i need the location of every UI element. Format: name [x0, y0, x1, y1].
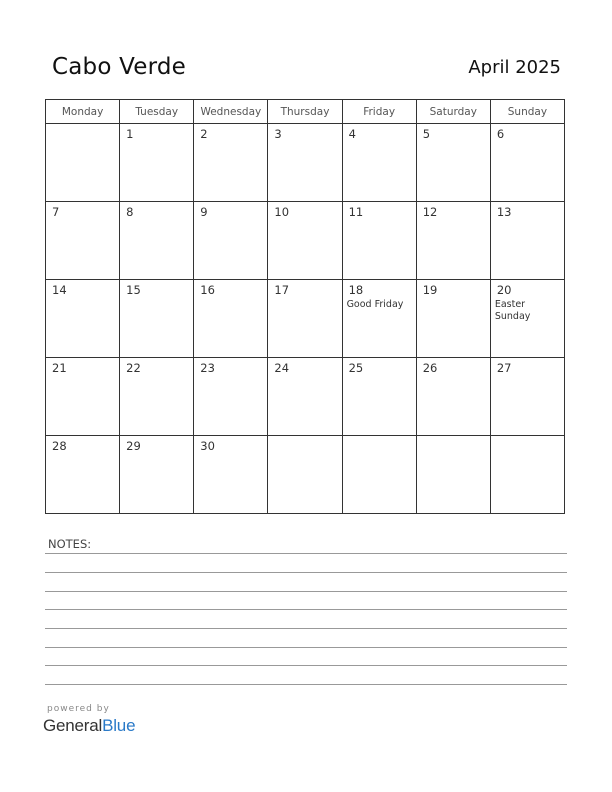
calendar-week-row — [46, 436, 565, 514]
notes-line — [45, 665, 567, 666]
day-number: 27 — [496, 361, 512, 375]
day-number: 8 — [126, 205, 134, 219]
day-number: 17 — [274, 283, 290, 297]
calendar-day-cell — [342, 124, 416, 202]
day-number: 15 — [126, 283, 141, 297]
powered-by-text: powered by — [47, 704, 110, 714]
calendar-day-cell — [490, 436, 564, 514]
day-number — [343, 436, 416, 439]
country-title: Cabo Verde — [52, 54, 187, 80]
calendar-day-cell — [416, 358, 490, 436]
calendar-day-cell — [416, 124, 490, 202]
calendar-day-cell — [46, 358, 120, 436]
day-number: 7 — [52, 205, 60, 219]
day-number: 24 — [274, 361, 290, 375]
calendar-day-cell — [120, 202, 194, 280]
weekday-saturday: Saturday — [416, 100, 490, 124]
generalblue-logo[interactable] — [43, 716, 135, 736]
day-number — [417, 436, 490, 439]
calendar-day-cell — [416, 202, 490, 280]
calendar-week-row — [46, 280, 565, 358]
calendar-day-cell — [194, 358, 268, 436]
calendar-day-cell — [46, 124, 120, 202]
notes-line — [45, 628, 567, 629]
calendar-day-cell — [194, 124, 268, 202]
calendar-day-cell — [46, 202, 120, 280]
calendar-day-cell — [120, 280, 194, 358]
holiday-label: Good Friday — [346, 299, 404, 310]
notes-line — [45, 647, 567, 648]
calendar-day-cell — [490, 124, 564, 202]
calendar-day-cell — [490, 358, 564, 436]
day-number: 9 — [200, 205, 208, 219]
logo-text-general: General — [43, 716, 103, 735]
weekday-tuesday: Tuesday — [120, 100, 194, 124]
weekday-sunday: Sunday — [490, 100, 564, 124]
day-number: 11 — [348, 205, 364, 219]
month-title: April 2025 — [468, 57, 561, 78]
calendar-day-cell — [268, 280, 342, 358]
day-number: 29 — [126, 439, 141, 453]
notes-line — [45, 591, 567, 592]
calendar-day-cell — [416, 436, 490, 514]
day-number: 4 — [348, 127, 356, 141]
calendar-day-cell — [416, 280, 490, 358]
weekday-header-row — [46, 100, 565, 124]
day-number: 3 — [274, 127, 282, 141]
calendar-day-cell — [194, 436, 268, 514]
calendar-grid — [45, 99, 565, 514]
day-number — [46, 124, 119, 127]
day-number: 2 — [200, 127, 208, 141]
calendar-day-cell — [46, 436, 120, 514]
calendar-day-cell — [342, 280, 416, 358]
calendar-day-cell — [342, 436, 416, 514]
calendar-day-cell — [342, 202, 416, 280]
day-number: 14 — [52, 283, 67, 297]
day-number: 26 — [422, 361, 438, 375]
day-number: 30 — [200, 439, 215, 453]
calendar-day-cell — [120, 358, 194, 436]
calendar-day-cell — [268, 358, 342, 436]
day-number: 6 — [496, 127, 505, 141]
calendar-day-cell — [342, 358, 416, 436]
calendar-day-cell — [268, 202, 342, 280]
day-number: 28 — [52, 439, 67, 453]
day-number: 12 — [422, 205, 438, 219]
weekday-thursday: Thursday — [268, 100, 342, 124]
notes-line — [45, 553, 567, 554]
calendar-week-row — [46, 358, 565, 436]
day-number — [268, 436, 341, 439]
day-number: 22 — [126, 361, 141, 375]
notes-line — [45, 609, 567, 610]
calendar-day-cell — [268, 436, 342, 514]
day-number: 18 — [348, 283, 364, 297]
notes-line — [45, 684, 567, 685]
notes-line — [45, 572, 567, 573]
day-number: 23 — [200, 361, 215, 375]
calendar-day-cell — [268, 124, 342, 202]
holiday-label: Easter Sunday — [494, 299, 531, 322]
calendar-week-row — [46, 202, 565, 280]
calendar-day-cell — [46, 280, 120, 358]
day-number: 20 — [496, 283, 512, 297]
calendar-day-cell — [490, 280, 564, 358]
weekday-wednesday: Wednesday — [194, 100, 268, 124]
calendar-day-cell — [120, 124, 194, 202]
calendar-day-cell — [194, 202, 268, 280]
calendar-week-row — [46, 124, 565, 202]
weekday-friday: Friday — [342, 100, 416, 124]
calendar-day-cell — [194, 280, 268, 358]
day-number: 10 — [274, 205, 290, 219]
day-number: 13 — [496, 205, 512, 219]
day-number: 16 — [200, 283, 215, 297]
day-number — [491, 436, 564, 439]
calendar-day-cell — [120, 436, 194, 514]
logo-text-blue: Blue — [102, 716, 136, 735]
day-number: 21 — [52, 361, 67, 375]
day-number: 5 — [422, 127, 431, 141]
notes-label: NOTES: — [48, 537, 92, 551]
day-number: 25 — [348, 361, 364, 375]
day-number: 1 — [126, 127, 134, 141]
calendar-day-cell — [490, 202, 564, 280]
day-number: 19 — [422, 283, 438, 297]
weekday-monday: Monday — [46, 100, 120, 124]
